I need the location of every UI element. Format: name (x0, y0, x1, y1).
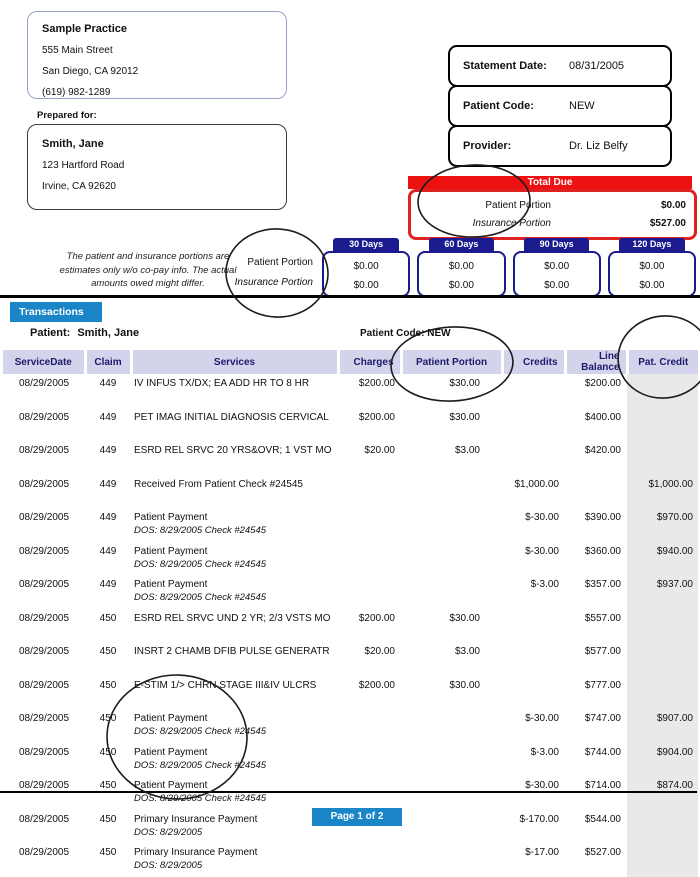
cell-pat-credit (627, 810, 698, 844)
section-divider (0, 295, 700, 298)
cell-services (131, 508, 338, 542)
aging-buckets (322, 238, 696, 297)
patient-label: Patient: (30, 327, 71, 339)
cell-claim: 449 (99, 478, 117, 490)
practice-address-line1: 555 Main Street (42, 45, 113, 56)
cell-claim: 450 (99, 780, 117, 791)
total-due-title: Total Due (408, 176, 692, 189)
aging-bucket-patient-amount: $0.00 (353, 261, 379, 272)
aging-bucket-header: 60 Days (429, 238, 494, 251)
column-header-claim: Claim (85, 350, 131, 374)
aging-bucket-header: 30 Days (333, 238, 398, 251)
cell-services (131, 609, 338, 643)
service-description: Patient Payment (134, 713, 208, 724)
cell-pat-credit: $874.00 (627, 776, 698, 810)
cell-claim: 449 (99, 545, 117, 557)
cell-patient-portion: $3.00 (454, 445, 480, 456)
column-header-pat-credit: Pat. Credit (627, 350, 698, 374)
cell-pat-credit: $1,000.00 (627, 475, 698, 509)
statement-info-value: NEW (569, 100, 595, 112)
cell-patient-portion: $30.00 (449, 378, 480, 389)
cell-claim: 450 (99, 679, 117, 691)
cell-service-date: 08/29/2005 (18, 545, 70, 557)
cell-service-date: 08/29/2005 (18, 512, 70, 523)
cell-claim: 450 (99, 813, 117, 825)
total-due-row-label: Patient Portion (485, 199, 551, 211)
service-description: IV INFUS TX/DX; EA ADD HR TO 8 HR (134, 378, 310, 389)
cell-charges (338, 709, 401, 743)
service-note: DOS: 8/29/2005 Check #24545 (134, 759, 267, 771)
aging-bucket-patient-amount: $0.00 (544, 261, 570, 272)
service-note: DOS: 8/29/2005 Check #24545 (134, 793, 267, 804)
cell-services (131, 542, 338, 576)
statement-info-value: Dr. Liz Belfy (569, 140, 628, 152)
patient-address-box (27, 124, 287, 210)
table-row (3, 475, 698, 509)
cell-line-balance: $544.00 (584, 813, 621, 825)
cell-credits: $-17.00 (525, 847, 559, 858)
service-description: INSRT 2 CHAMB DFIB PULSE GENERATR (134, 646, 330, 657)
cell-line-balance: $577.00 (584, 646, 621, 657)
cell-service-date: 08/29/2005 (18, 646, 70, 657)
service-note: DOS: 8/29/2005 Check #24545 (134, 525, 267, 536)
service-description: Patient Payment (134, 780, 208, 791)
cell-claim: 449 (99, 378, 117, 389)
transactions-patient-line (30, 327, 139, 339)
aging-bucket-insurance-amount: $0.00 (639, 280, 665, 291)
cell-claim: 450 (99, 646, 117, 657)
cell-line-balance: $200.00 (584, 378, 621, 389)
cell-credits (502, 676, 565, 710)
cell-charges (338, 475, 401, 509)
table-row (3, 843, 698, 877)
aging-bucket-insurance-amount: $0.00 (448, 280, 474, 291)
cell-line-balance (565, 475, 627, 509)
cell-services (131, 709, 338, 743)
patient-name: Smith, Jane (42, 138, 104, 150)
cell-pat-credit (627, 408, 698, 442)
practice-address-box (27, 11, 287, 99)
table-row (3, 575, 698, 609)
column-header-services: Services (131, 350, 338, 374)
statement-info-label: Provider: (463, 140, 512, 152)
cell-pat-credit (627, 676, 698, 710)
statement-info-box (448, 45, 672, 87)
service-note: DOS: 8/29/2005 (134, 860, 203, 871)
cell-credits (502, 441, 565, 475)
table-row (3, 642, 698, 676)
cell-services (131, 408, 338, 442)
transactions-patient-name: Smith, Jane (77, 327, 140, 339)
page-indicator-button[interactable]: Page 1 of 2 (312, 808, 402, 826)
disclaimer-line: amounts owed might differ. (91, 278, 205, 289)
aging-bucket-box (513, 251, 601, 297)
cell-charges: $200.00 (358, 679, 395, 691)
table-row (3, 676, 698, 710)
cell-line-balance: $360.00 (584, 545, 621, 557)
cell-credits: $-30.00 (525, 545, 559, 557)
table-row (3, 743, 698, 777)
cell-charges: $20.00 (364, 445, 395, 456)
cell-charges (338, 508, 401, 542)
service-description: Patient Payment (134, 579, 208, 590)
cell-services (131, 642, 338, 676)
practice-name: Sample Practice (42, 23, 127, 35)
transactions-button[interactable]: Transactions (10, 302, 102, 322)
cell-pat-credit (627, 843, 698, 877)
cell-patient-portion: $30.00 (449, 679, 480, 691)
cell-patient-portion (401, 843, 502, 877)
aging-bucket-insurance-amount: $0.00 (353, 280, 379, 291)
aging-bucket-box (608, 251, 696, 297)
cell-claim: 449 (99, 445, 117, 456)
cell-credits: $-3.00 (530, 746, 559, 758)
cell-credits: $-30.00 (525, 713, 559, 724)
column-header-charges: Charges (338, 350, 401, 374)
service-note: DOS: 8/29/2005 Check #24545 (134, 592, 267, 603)
cell-credits (502, 408, 565, 442)
cell-pat-credit: $904.00 (627, 743, 698, 777)
total-due-row-value: $0.00 (660, 199, 686, 211)
service-description: E-STIM 1/> CHRN STAGE III&IV ULCRS (134, 679, 317, 691)
statement-info-label: Statement Date: (463, 60, 547, 72)
transactions-patient-code: Patient Code: NEW (360, 328, 451, 339)
cell-charges: $200.00 (358, 612, 395, 624)
statement-info-stack (448, 47, 672, 167)
service-description: Primary Insurance Payment (134, 847, 258, 858)
cell-patient-portion (401, 575, 502, 609)
cell-line-balance: $390.00 (584, 512, 621, 523)
aging-bucket (417, 238, 505, 297)
cell-claim: 450 (99, 713, 117, 724)
cell-line-balance: $714.00 (584, 780, 621, 791)
aging-bucket-insurance-amount: $0.00 (544, 280, 570, 291)
service-description: Patient Payment (134, 545, 208, 557)
cell-service-date: 08/29/2005 (18, 445, 70, 456)
cell-service-date: 08/29/2005 (18, 612, 70, 624)
cell-services (131, 743, 338, 777)
aging-bucket-patient-amount: $0.00 (448, 261, 474, 272)
cell-credits: $-30.00 (525, 780, 559, 791)
cell-pat-credit: $970.00 (627, 508, 698, 542)
patient-address-line1: 123 Hartford Road (42, 160, 125, 171)
cell-line-balance: $777.00 (584, 679, 621, 691)
aging-row-labels (205, 253, 313, 293)
cell-services (131, 575, 338, 609)
service-description: Primary Insurance Payment (134, 813, 258, 825)
cell-patient-portion (401, 508, 502, 542)
patient-address-line2: Irvine, CA 92620 (42, 181, 116, 192)
cell-credits: $1,000.00 (514, 478, 559, 490)
practice-address-line2: San Diego, CA 92012 (42, 66, 139, 77)
aging-insurance-portion-label: Insurance Portion (234, 277, 313, 288)
cell-charges (338, 743, 401, 777)
table-row (3, 508, 698, 542)
cell-service-date: 08/29/2005 (18, 579, 70, 590)
service-note: DOS: 8/29/2005 Check #24545 (134, 558, 267, 570)
cell-charges (338, 843, 401, 877)
prepared-for-label: Prepared for: (37, 110, 97, 121)
cell-line-balance: $357.00 (584, 579, 621, 590)
column-header-line-balance: Line Balance (565, 350, 627, 374)
cell-pat-credit: $940.00 (627, 542, 698, 576)
service-description: Patient Payment (134, 746, 208, 758)
cell-charges (338, 542, 401, 576)
cell-service-date: 08/29/2005 (18, 746, 70, 758)
cell-credits: $-170.00 (519, 813, 559, 825)
service-description: ESRD REL SRVC 20 YRS&OVR; 1 VST MO (134, 445, 332, 456)
cell-claim: 450 (99, 746, 117, 758)
aging-bucket-header: 90 Days (524, 238, 589, 251)
cell-credits (502, 642, 565, 676)
cell-services (131, 843, 338, 877)
cell-pat-credit: $937.00 (627, 575, 698, 609)
cell-line-balance: $747.00 (584, 713, 621, 724)
service-description: ESRD REL SRVC UND 2 YR; 2/3 VSTS MO (134, 612, 331, 624)
column-header-patient-portion: Patient Portion (401, 350, 502, 374)
cell-line-balance: $744.00 (584, 746, 621, 758)
cell-claim: 449 (99, 411, 117, 423)
cell-credits: $-3.00 (530, 579, 559, 590)
cell-service-date: 08/29/2005 (18, 713, 70, 724)
service-note: DOS: 8/29/2005 (134, 826, 203, 838)
service-note: DOS: 8/29/2005 Check #24545 (134, 726, 267, 737)
cell-line-balance: $400.00 (584, 411, 621, 423)
cell-line-balance: $420.00 (584, 445, 621, 456)
service-description: Received From Patient Check #24545 (134, 478, 303, 490)
transactions-table (3, 350, 698, 877)
service-description: Patient Payment (134, 512, 208, 523)
aging-bucket (322, 238, 410, 297)
statement-info-label: Patient Code: (463, 100, 534, 112)
cell-service-date: 08/29/2005 (18, 813, 70, 825)
cell-patient-portion (401, 743, 502, 777)
cell-patient-portion: $30.00 (449, 612, 480, 624)
disclaimer-line: estimates only w/o co-pay info. The actual (59, 264, 237, 276)
cell-services (131, 475, 338, 509)
cell-patient-portion (401, 810, 502, 844)
cell-service-date: 08/29/2005 (18, 411, 70, 423)
statement-info-box (448, 85, 672, 127)
cell-charges: $200.00 (358, 411, 395, 423)
cell-pat-credit (627, 441, 698, 475)
total-due-row-value: $527.00 (649, 217, 686, 229)
service-description: PET IMAG INITIAL DIAGNOSIS CERVICAL (134, 411, 329, 423)
cell-patient-portion: $3.00 (454, 646, 480, 657)
aging-bucket-box (417, 251, 505, 297)
disclaimer-line: The patient and insurance portions are (66, 251, 230, 262)
table-row (3, 609, 698, 643)
table-bottom-divider (0, 791, 697, 793)
statement-info-value: 08/31/2005 (569, 60, 625, 72)
cell-pat-credit (627, 609, 698, 643)
cell-credits (502, 609, 565, 643)
aging-bucket-box (322, 251, 410, 297)
statement-info-box (448, 125, 672, 167)
column-header-servicedate: ServiceDate (3, 350, 85, 374)
cell-services (131, 374, 338, 408)
cell-service-date: 08/29/2005 (18, 378, 70, 389)
cell-services (131, 810, 338, 844)
total-due-panel (408, 176, 697, 240)
cell-patient-portion (401, 475, 502, 509)
cell-claim: 449 (99, 579, 117, 590)
cell-service-date: 08/29/2005 (18, 679, 70, 691)
cell-pat-credit: $907.00 (627, 709, 698, 743)
cell-services (131, 441, 338, 475)
cell-patient-portion: $30.00 (449, 411, 480, 423)
cell-charges: $200.00 (358, 378, 395, 389)
table-row (3, 441, 698, 475)
cell-charges: $20.00 (364, 646, 395, 657)
aging-bucket (608, 238, 696, 297)
cell-claim: 450 (99, 847, 117, 858)
cell-patient-portion (401, 542, 502, 576)
cell-line-balance: $527.00 (584, 847, 621, 858)
table-row (3, 408, 698, 442)
cell-patient-portion (401, 709, 502, 743)
cell-line-balance: $557.00 (584, 612, 621, 624)
cell-service-date: 08/29/2005 (18, 847, 70, 858)
aging-bucket-patient-amount: $0.00 (639, 261, 665, 272)
cell-claim: 449 (99, 512, 117, 523)
cell-charges (338, 575, 401, 609)
aging-bucket (513, 238, 601, 297)
cell-pat-credit (627, 374, 698, 408)
total-due-row (441, 214, 686, 232)
cell-service-date: 08/29/2005 (18, 780, 70, 791)
table-header-row (3, 350, 698, 374)
cell-services (131, 676, 338, 710)
cell-pat-credit (627, 642, 698, 676)
cell-service-date: 08/29/2005 (18, 478, 70, 490)
aging-bucket-header: 120 Days (619, 238, 684, 251)
total-due-row (441, 196, 686, 214)
table-row (3, 709, 698, 743)
table-row (3, 374, 698, 408)
cell-credits (502, 374, 565, 408)
aging-patient-portion-label: Patient Portion (247, 257, 313, 268)
practice-phone: (619) 982-1289 (42, 87, 111, 98)
total-due-row-label: Insurance Portion (472, 217, 551, 229)
table-row (3, 542, 698, 576)
cell-credits: $-30.00 (525, 512, 559, 523)
total-due-box (408, 189, 697, 240)
cell-claim: 450 (99, 612, 117, 624)
column-header-credits: Credits (502, 350, 565, 374)
